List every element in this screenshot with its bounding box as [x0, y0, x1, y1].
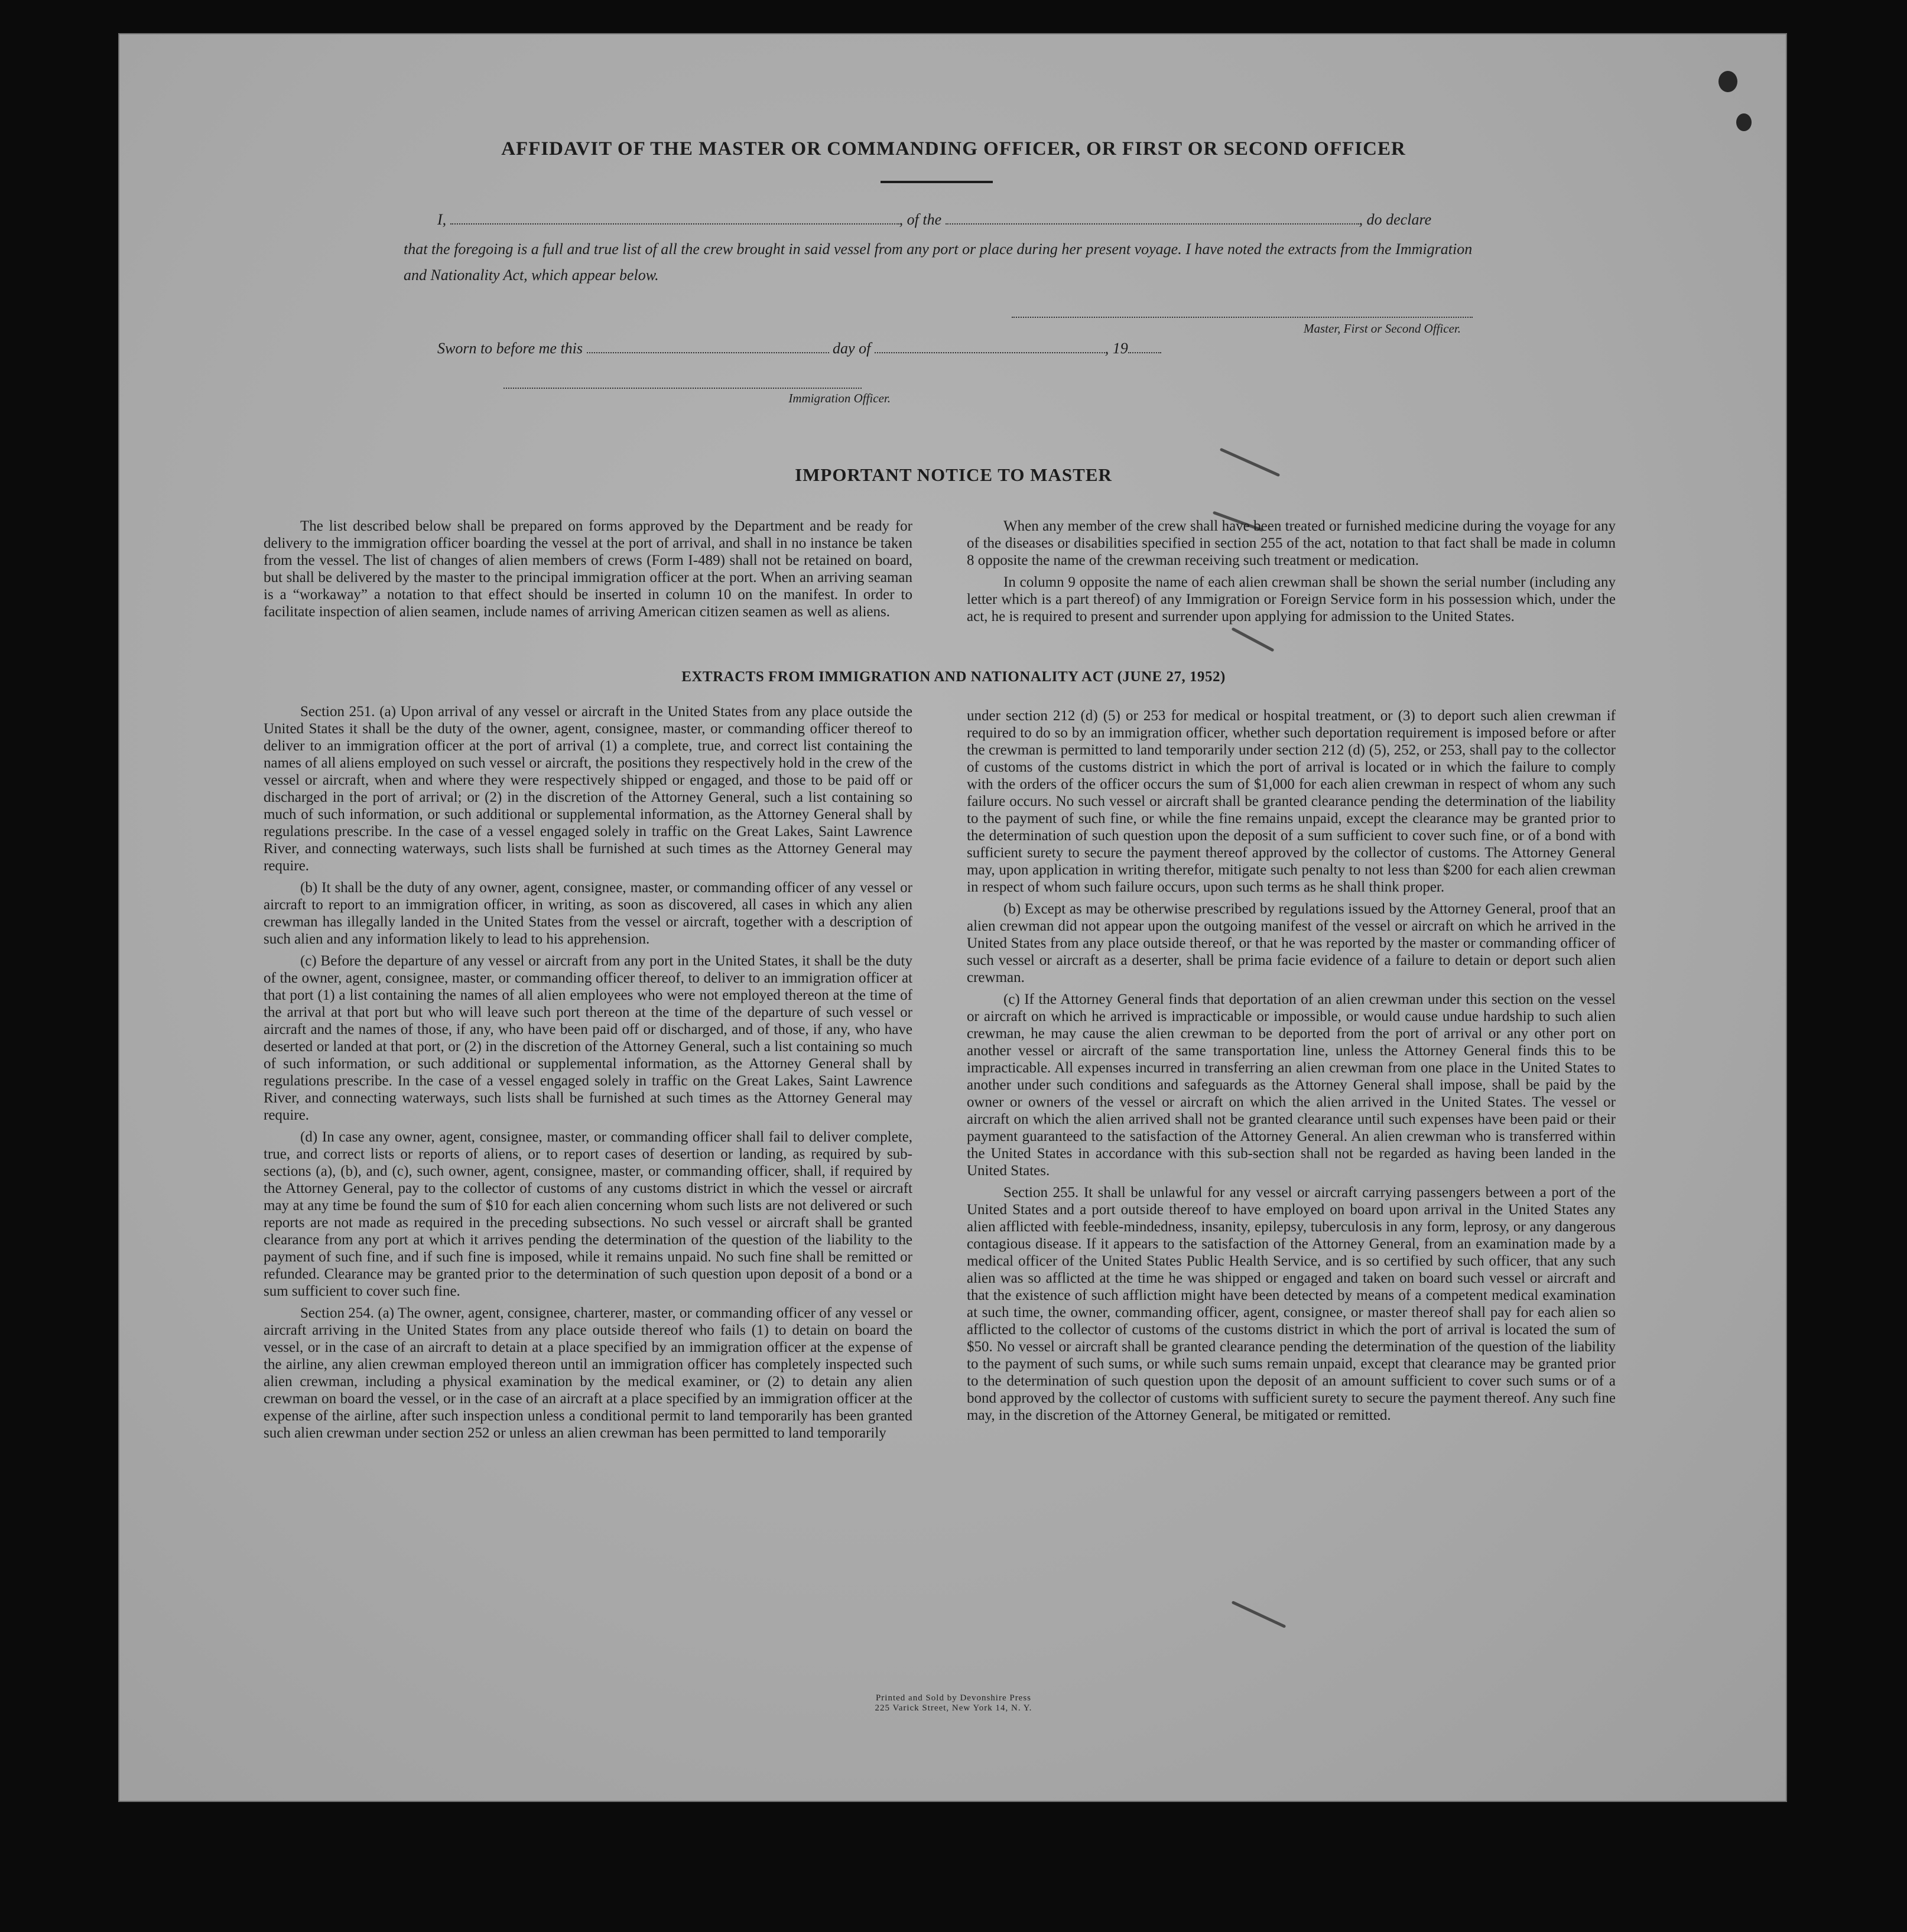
sworn-year-field[interactable] — [1128, 339, 1161, 353]
section-255: Section 255. It shall be unlawful for any vessel or aircraft carrying passengers between a port of the United States and a port outside thereof to have employed on board upon arrival in the United States any alien afflicted with feeble-mindedness, insanity, epilepsy, tuberculosis in any form, leprosy, or any dangerous contagious disease. If it appears to the satisfaction of the Attorney General, from an examination made by a medical officer of the United States Public Health Service, and is so certified by such officer, that any such alien was so afflicted at the time he was shipped or engaged and taken on board such vessel or aircraft and that the existence of such affliction might have been detected by means of a competent medical examination at such time, the owner, commanding officer, agent, consignee, or master thereof shall pay for each alien so afflicted to the collector of customs of the customs district in which the port of arrival is located the sum of $50. No vessel or aircraft shall be granted clearance pending the determination of the question of the liability to the payment of such sums, or while such sums remain unpaid, except that clearance may be granted prior to the determination of such question upon the deposit of an amount sufficient to cover such sums or of a bond approved by the collector of customs with sufficient surety to secure the payment thereof. Any such fine may, in the discretion of the Attorney General, be mitigated or remitted. — [967, 1185, 1616, 1423]
i-label: I, — [437, 211, 447, 228]
notice-paragraph: The list described below shall be prepared on forms approved by the Department and be ready for delivery to the immigration officer boarding the vessel at the port of arrival, and shall in no instance be taken from the vessel. The list of changes of alien members of crews (Form I-489) shall not be retained on board, but shall be delivered by the master to the principal immigration officer at the port. When an arriving seaman is a “workaway” a notation to that effect should be inserted in column 10 on the manifest. In order to facilitate inspection of alien seamen, include names of arriving American citizen seamen as well as aliens. — [264, 518, 912, 620]
notice-title: IMPORTANT NOTICE TO MASTER — [795, 464, 1112, 485]
notice-right-column — [967, 518, 1616, 630]
master-signature-field[interactable] — [1012, 317, 1473, 318]
sworn-label: Sworn to before me this — [437, 340, 583, 357]
extracts-right-column — [967, 707, 1616, 1429]
declaration-text: that the foregoing is a full and true list of all the crew brought in said vessel from any port or place during her present voyage. I have noted the extracts from the Immigration and Nationality Act, which appear below. — [404, 240, 1473, 284]
section-254-a: Section 254. (a) The owner, agent, consignee, charterer, master, or commanding officer of any vessel or aircraft arriving in the United States from any place outside thereof who fails (1) to detain on board the vessel, or in the case of an aircraft to detain at a place specified by an immigration officer at the expense of the airline, any alien crewman employed thereon until an immigration officer has completely inspected such alien crewman, including a physical examination by the medical examiner, or (2) to detain any alien crewman on board the vessel, or in the case of an aircraft at a place specified by an immigration officer at the expense of the airline, after such inspection unless a conditional permit to land temporarily has been granted such alien crewman under section 252 or unless an alien crewman has been permitted to land temporarily — [264, 1305, 912, 1441]
sworn-line — [437, 339, 1161, 357]
extracts-left-column — [264, 703, 912, 1446]
notice-paragraph: In column 9 opposite the name of each alien crewman shall be shown the serial number (including any letter which is a part thereof) of any Immigration or Foreign Service form in his possession which, under the act, he is required to present and surrender upon applying for admission to the United States. — [967, 574, 1616, 625]
notice-left-column — [264, 518, 912, 625]
declaration-line — [437, 210, 1477, 229]
vessel-field[interactable] — [946, 210, 1359, 225]
notice-paragraph: When any member of the crew shall have been treated or furnished medicine during the voyage for any of the diseases or disabilities specified in section 255 of the act, notation to that fact shall be made in column 8 opposite the name of the crewman receiving such treatment or medication. — [967, 518, 1616, 568]
year-label: , 19 — [1104, 340, 1128, 357]
sworn-month-field[interactable] — [875, 339, 1105, 353]
master-caption: Master, First or Second Officer. — [1304, 321, 1461, 336]
affidavit-title: AFFIDAVIT OF THE MASTER OR COMMANDING OFFICER, OR FIRST OR SECOND OFFICER — [501, 138, 1406, 160]
do-declare-label: , do declare — [1359, 211, 1432, 228]
section-254-a-continued: under section 212 (d) (5) or 253 for medical or hospital treatment, or (3) to deport such alien crewman if required to do so by an immigration officer, whether such deportation requirement is imposed before or after the crewman is permitted to land temporarily under section 212 (d) (5), 252, or 253, shall pay to the collector of customs of the customs district in which the port of arrival is located or in which the failure to comply with the orders of the officer occurs the sum of $1,000 for each alien crewman in respect of whom any such failure occurs. No such vessel or aircraft shall be granted clearance pending the determination of the liability to the payment of such fine, or while the fine remains unpaid, except the clearance may be granted prior to the determination of such question upon the deposit of a sum sufficient to cover such fine, or of a bond with sufficient surety to secure the payment thereof approved by the collector of customs. The Attorney General may, upon application in writing therefor, mitigate such penalty to not less than $200 for each alien crewman in respect of whom such failure occurs, upon such terms as he shall think proper. — [967, 708, 1616, 895]
ink-blot — [1718, 71, 1737, 92]
day-of-label: day of — [833, 340, 871, 357]
extracts-title: EXTRACTS FROM IMMIGRATION AND NATIONALITY ACT (JUNE 27, 1952) — [681, 669, 1226, 685]
title-rule — [881, 181, 993, 183]
name-field[interactable] — [450, 210, 899, 225]
immigration-officer-caption: Immigration Officer. — [788, 391, 891, 405]
printer-imprint — [0, 1693, 1907, 1713]
immigration-officer-signature-field[interactable] — [503, 388, 862, 389]
printer-line-1: Printed and Sold by Devonshire Press — [875, 1693, 1032, 1703]
ink-blot — [1736, 113, 1752, 131]
sworn-day-field[interactable] — [587, 339, 829, 353]
section-251-d: (d) In case any owner, agent, consignee, master, or commanding officer shall fail to deliver complete, true, and correct lists or reports of aliens, or to report cases of desertion or landing, as required by sub-sections (a), (b), and (c), such owner, agent, consignee, master, or commanding officer, shall, if required by the Attorney General, pay to the collector of customs of any customs district in which the vessel or aircraft may at any time be found the sum of $10 for each alien concerning whom such lists are not delivered or such reports are not made as required in the preceding subsections. No such vessel or aircraft shall be granted clearance from any port at which it arrives pending the determination of the question of the liability to the payment of such fine, and if such fine is imposed, while it remains unpaid. No such fine shall be remitted or refunded. Clearance may be granted prior to the determination of such question upon deposit of a bond or a sum sufficient to cover such fine. — [264, 1129, 912, 1299]
section-251-b: (b) It shall be the duty of any owner, agent, consignee, master, or commanding officer of any vessel or aircraft to report to an immigration officer, in writing, as soon as discovered, all cases in which any alien crewman has illegally landed in the United States from the vessel or aircraft, together with a description of such alien and any information likely to lead to his apprehension. — [264, 880, 912, 947]
of-the-label: , of the — [899, 211, 942, 228]
section-254-c: (c) If the Attorney General finds that deportation of an alien crewman under this section on the vessel or aircraft on which he arrived is impracticable or impossible, or would cause undue hardship to such alien crewman, he may cause the alien crewman to be deported from the port of arrival or any other port on another vessel or aircraft of the same transportation line, unless the Attorney General finds this to be impracticable. All expenses incurred in transferring an alien crewman from one place in the United States to another under such conditions and safeguards as the Attorney General shall impose, shall be paid by the owner or owners of the vessel or aircraft on which the alien arrived in the United States. The vessel or aircraft on which the alien arrived shall not be granted clearance until such expenses have been paid or their payment guaranteed to the satisfaction of the Attorney General. An alien crewman who is transferred within the United States in accordance with this sub-section shall not be regarded as having been landed in the United States. — [967, 991, 1616, 1179]
printer-line-2: 225 Varick Street, New York 14, N. Y. — [875, 1703, 1032, 1713]
section-254-b: (b) Except as may be otherwise prescribed by regulations issued by the Attorney General, proof that an alien crewman did not appear upon the outgoing manifest of the vessel or aircraft on which he arrived in the United States from any place outside thereof, or that he was reported by the master or commanding officer of such vessel or aircraft as a deserter, shall be prima facie evidence of a failure to detain or deport such alien crewman. — [967, 901, 1616, 985]
section-251-a: Section 251. (a) Upon arrival of any vessel or aircraft in the United States from any place outside the United States it shall be the duty of the owner, agent, consignee, master, or commanding officer thereof to deliver to an immigration officer at the port of arrival (1) a complete, true, and correct list containing the names of all aliens employed on such vessel or aircraft, the positions they respectively hold in the crew of the vessel or aircraft, when and where they were respectively shipped or engaged, and those to be paid off or discharged in the port of arrival; or (2) in the discretion of the Attorney General, such a list containing so much of such information, or such additional or supplemental information, as the Attorney General shall by regulations prescribe. In the case of a vessel engaged solely in traffic on the Great Lakes, Saint Lawrence River, and connecting waterways, such lists shall be furnished at such times as the Attorney General may require. — [264, 704, 912, 874]
section-251-c: (c) Before the departure of any vessel or aircraft from any port in the United States, it shall be the duty of the owner, agent, consignee, master, or commanding officer thereof, to deliver to an immigration officer at that port (1) a list containing the names of all alien employees who were not employed thereon at the time of the arrival at that port but who will leave such port thereon at the time of the departure of such vessel or aircraft and the names of those, if any, who have been paid off or discharged, and of those, if any, who have deserted or landed at that port, or (2) in the discretion of the Attorney General, such a list containing so much of such information, or such additional or supplemental information, as the Attorney General shall by regulations prescribe. In the case of a vessel engaged solely in traffic on the Great Lakes, Saint Lawrence River, and connecting waterways, such lists shall be furnished at such times as the Attorney General may require. — [264, 953, 912, 1123]
